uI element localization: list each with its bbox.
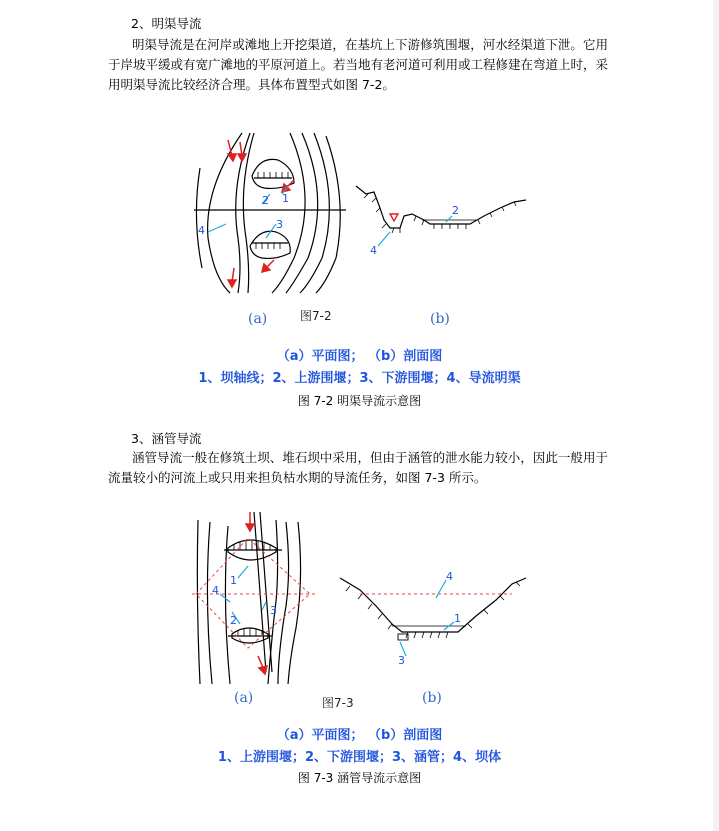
fig73-caption-legend: 1、上游围堰；2、下游围堰；3、涵管；4、坝体 xyxy=(217,750,502,765)
fig72b-callout-2: 2 xyxy=(452,204,459,217)
fig72-callout-1: 1 xyxy=(282,192,289,205)
fig73-sublabel-a: (a) xyxy=(234,690,254,706)
fig72-figure-number: 图7-2 xyxy=(300,309,332,323)
figure-7-3-section xyxy=(336,560,532,670)
section-paragraph-2: 明渠导流是在河岸或滩地上开挖渠道，在基坑上下游修筑围堰，河水经渠道下泄。它用于岸坡平缓或有宽广滩地的平原河道上。若当地有老河道可利用或工程修建在弯道上时，采用明渠导流比较经济合理。具体布置型式如图 7-2。 xyxy=(108,37,609,92)
fig73-caption-views: （a）平面图； （b）剖面图 xyxy=(276,728,443,743)
figure-7-2-section xyxy=(350,180,530,260)
fig73b-callout-4: 4 xyxy=(446,570,453,583)
section-heading-2: 2、明渠导流 xyxy=(131,16,202,31)
figure-7-2-plan xyxy=(190,128,350,296)
fig72-callout-4: 4 xyxy=(198,224,205,237)
fig72-caption-legend: 1、坝轴线；2、上游围堰；3、下游围堰；4、导流明渠 xyxy=(198,371,521,386)
fig73-callout-1: 1 xyxy=(230,574,237,587)
fig72-callout-2: 2 xyxy=(262,194,269,207)
fig72-sublabel-b: (b) xyxy=(430,311,450,327)
section-heading-3: 3、涵管导流 xyxy=(131,431,202,446)
fig73b-callout-1: 1 xyxy=(454,612,461,625)
fig73-figure-number: 图7-3 xyxy=(322,696,354,710)
fig72-sublabel-a: (a) xyxy=(248,311,268,327)
fig72-caption-views: （a）平面图； （b）剖面图 xyxy=(276,349,443,364)
fig73b-callout-3: 3 xyxy=(398,654,405,667)
fig73-callout-3: 3 xyxy=(270,604,277,617)
fig72-callout-3: 3 xyxy=(276,218,283,231)
figure-7-3-plan xyxy=(192,508,316,686)
fig72b-callout-4: 4 xyxy=(370,244,377,257)
fig72-caption-title: 图 7-2 明渠导流示意图 xyxy=(297,394,422,408)
scrollbar[interactable] xyxy=(713,0,719,831)
fig73-callout-2: 2 xyxy=(230,614,237,627)
fig73-caption-title: 图 7-3 涵管导流示意图 xyxy=(297,771,422,785)
fig73-callout-4: 4 xyxy=(212,584,219,597)
section-paragraph-3: 涵管导流一般在修筑土坝、堆石坝中采用，但由于涵管的泄水能力较小，因此一般用于流量较小的河流上或只用来担负枯水期的导流任务，如图 7-3 所示。 xyxy=(108,450,608,485)
fig73-sublabel-b: (b) xyxy=(422,690,442,706)
